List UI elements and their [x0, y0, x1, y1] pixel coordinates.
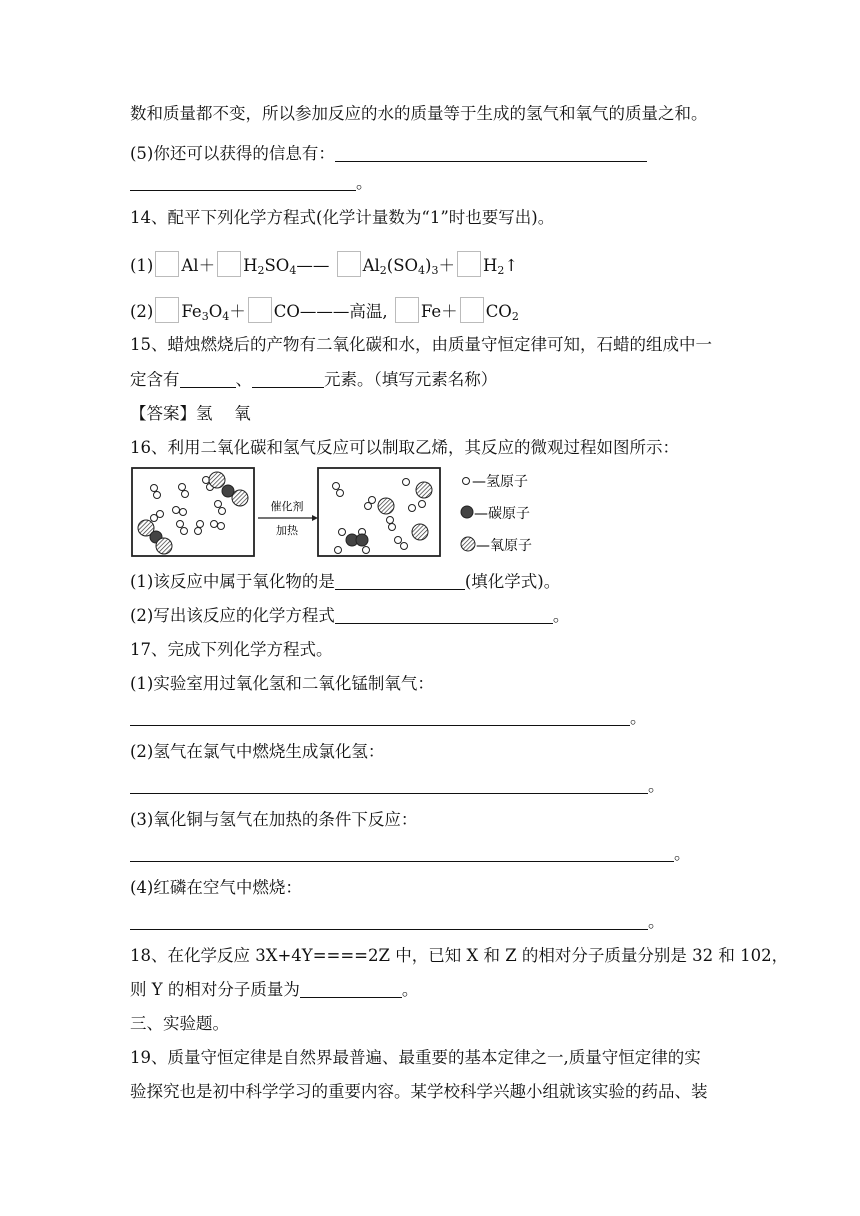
term: SO	[264, 256, 290, 275]
question-text: (填化学式)。	[464, 572, 561, 591]
answer-blank[interactable]	[335, 605, 553, 624]
period: 。	[552, 606, 570, 625]
question-18-cont	[130, 978, 418, 1002]
arrow-label-top: 催化剂	[270, 500, 304, 513]
coefficient-box[interactable]	[460, 297, 484, 323]
period: 。	[356, 173, 373, 192]
term: CO	[485, 302, 512, 321]
arrow-label-bottom: 加热	[276, 524, 298, 537]
question-15: 15、蜡烛燃烧后的产物有二氧化碳和水，由质量守恒定律可知，石蜡的组成中一	[130, 335, 712, 354]
question-13-5-cont	[130, 171, 373, 195]
reactant-box	[132, 468, 254, 556]
coefficient-box[interactable]	[155, 297, 179, 323]
term: )	[425, 256, 432, 275]
question-13-5	[130, 142, 647, 166]
legend-carbon: —碳原子	[474, 506, 530, 522]
question-17-4: (4)红磷在空气中燃烧：	[130, 878, 302, 897]
subscript: 4	[418, 264, 426, 277]
answer-blank[interactable]	[130, 911, 648, 930]
answer-line-17-2	[130, 774, 665, 798]
answer-blank[interactable]	[252, 369, 324, 388]
question-16-2	[130, 604, 569, 628]
period: 。	[648, 776, 665, 795]
coefficient-box[interactable]	[248, 297, 272, 323]
coefficient-box[interactable]	[337, 251, 361, 277]
answer-blank[interactable]	[300, 979, 402, 998]
legend-oxygen: —氧原子	[476, 538, 532, 554]
term: Al＋	[181, 256, 216, 275]
question-17-1: (1)实验室用过氧化氢和二氧化锰制氧气：	[130, 674, 434, 693]
subscript: 2	[257, 264, 265, 277]
legend-hydrogen: —氢原子	[472, 474, 528, 490]
period: 。	[401, 980, 419, 999]
subscript: 2	[379, 264, 387, 277]
question-15-cont	[130, 368, 497, 392]
period: 。	[674, 844, 691, 863]
text-line: 数和质量都不变，所以参加反应的水的质量等于生成的氢气和氧气的质量之和。	[130, 104, 708, 123]
term: ↑	[504, 256, 519, 275]
question-text: 元素。（填写元素名称）	[324, 370, 498, 389]
legend-carbon-icon	[461, 506, 473, 518]
coefficient-box[interactable]	[217, 251, 241, 277]
period: 。	[648, 912, 665, 931]
question-text: (5)你还可以获得的信息有：	[130, 144, 335, 163]
answer-blank[interactable]	[130, 172, 356, 191]
eq-label: (1)	[130, 256, 154, 275]
question-text: 定含有	[130, 370, 180, 389]
term: Al	[362, 256, 380, 275]
subscript: 3	[431, 264, 439, 277]
term: Fe＋	[420, 302, 458, 321]
question-17-2: (2)氢气在氯气中燃烧生成氯化氢：	[130, 742, 385, 761]
answer-blank[interactable]	[335, 571, 465, 590]
term: ——	[296, 256, 330, 275]
subscript: 2	[511, 310, 519, 323]
term: ＋	[229, 302, 246, 321]
question-16: 16、利用二氧化碳和氢气反应可以制取乙烯，其反应的微观过程如图所示：	[130, 438, 679, 457]
period: 。	[630, 708, 647, 727]
question-14: 14、配平下列化学方程式(化学计量数为“1”时也要写出)。	[130, 208, 555, 227]
answer-line-17-1	[130, 706, 647, 730]
section-heading: 三、实验题。	[130, 1014, 229, 1033]
legend-hydrogen-icon	[463, 478, 470, 485]
eq-label: (2)	[130, 302, 154, 321]
separator: 、	[235, 370, 252, 389]
term: H	[243, 256, 258, 275]
subscript: 3	[201, 310, 209, 323]
legend-oxygen-icon	[461, 537, 475, 551]
term: H	[482, 256, 498, 275]
answer-line: 【答案】氢 氧	[130, 404, 251, 423]
question-17: 17、完成下列化学方程式。	[130, 640, 333, 659]
answer-blank[interactable]	[180, 369, 236, 388]
equation-2	[130, 297, 519, 324]
reaction-diagram	[130, 466, 550, 560]
question-text: (2)写出该反应的化学方程式	[130, 606, 335, 625]
subscript: 2	[497, 264, 505, 277]
term: (SO	[386, 256, 419, 275]
coefficient-box[interactable]	[155, 251, 179, 277]
term: ＋	[438, 256, 455, 275]
answer-blank[interactable]	[130, 775, 648, 794]
term: O	[208, 302, 223, 321]
question-18: 18、在化学反应 3X+4Y====2Z 中，已知 X 和 Z 的相对分子质量分别是 32 和 102，	[130, 946, 789, 965]
subscript: 4	[222, 310, 230, 323]
question-text: (1)该反应中属于氧化物的是	[130, 572, 335, 591]
answer-blank[interactable]	[130, 707, 630, 726]
answer-blank[interactable]	[130, 843, 674, 862]
product-box	[318, 468, 440, 556]
subscript: 4	[289, 264, 297, 277]
equation-1	[130, 251, 518, 278]
term: CO———高温,	[273, 302, 388, 321]
answer-line-17-3	[130, 842, 691, 866]
question-17-3: (3)氧化铜与氢气在加热的条件下反应：	[130, 810, 418, 829]
answer-line-17-4	[130, 910, 665, 934]
question-19-cont: 验探究也是初中科学学习的重要内容。某学校科学兴趣小组就该实验的药品、装	[130, 1082, 708, 1101]
coefficient-box[interactable]	[395, 297, 419, 323]
question-16-1	[130, 570, 560, 594]
answer-blank[interactable]	[335, 143, 647, 162]
coefficient-box[interactable]	[457, 251, 481, 277]
question-19: 19、质量守恒定律是自然界最普遍、最重要的基本定律之一,质量守恒定律的实	[130, 1048, 701, 1067]
term: Fe	[181, 302, 202, 321]
question-text: 则 Y 的相对分子质量为	[130, 980, 300, 999]
